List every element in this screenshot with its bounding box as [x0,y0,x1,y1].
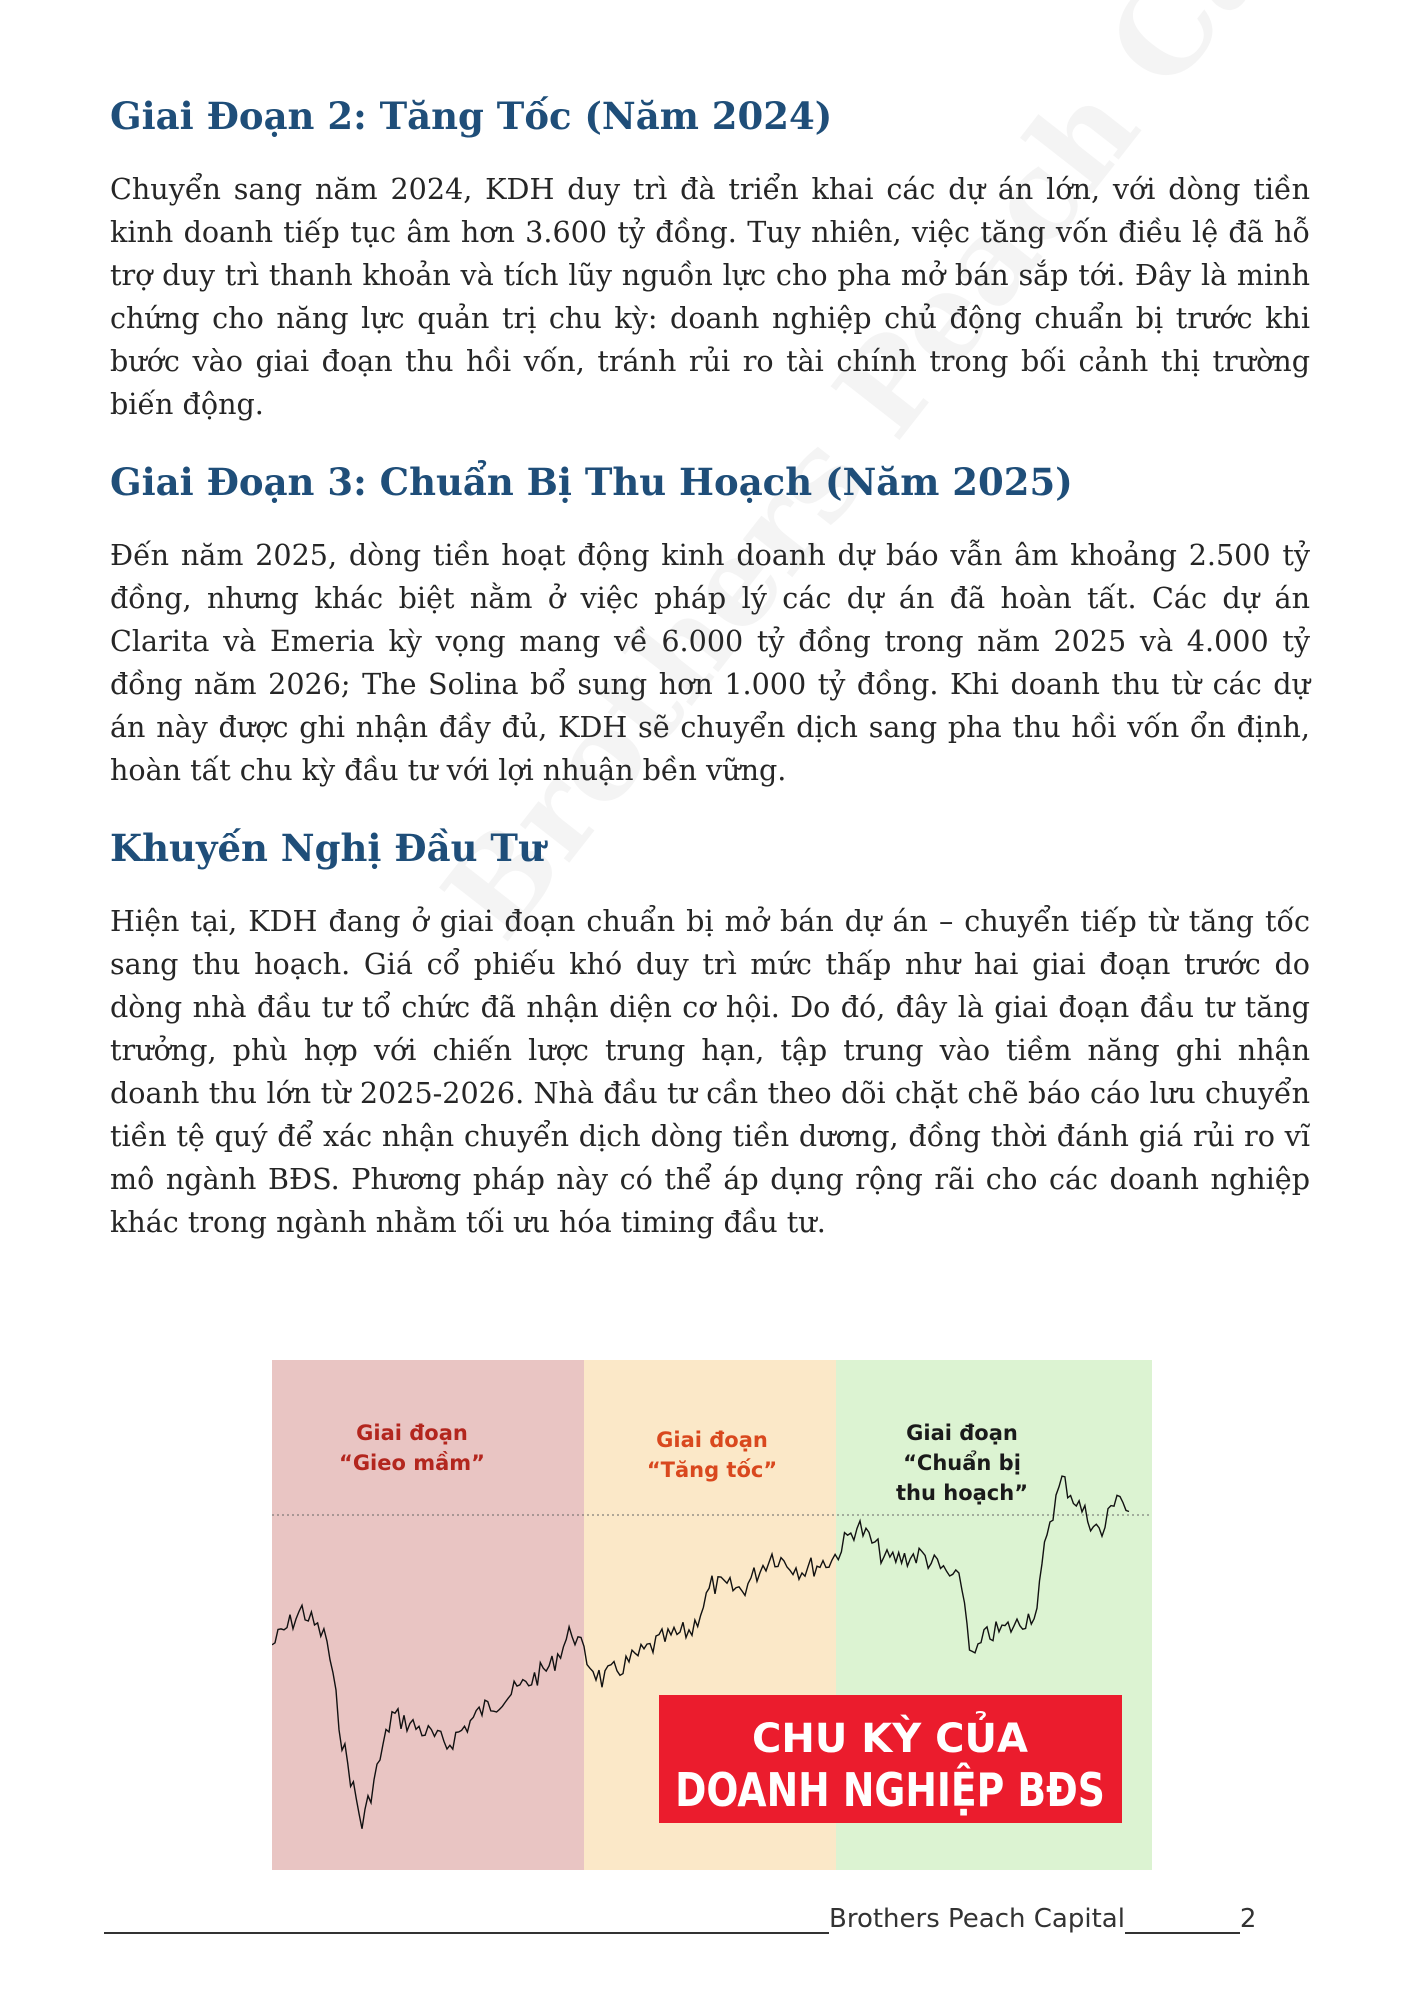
page-number: 2 [1239,1904,1257,1934]
page-footer [104,1904,1274,1934]
section-heading-stage-2: Giai Đoạn 2: Tăng Tốc (Năm 2024) [110,94,833,138]
phase-1-label-line1: Giai đoạn [356,1421,468,1445]
phase-2-label-line1: Giai đoạn [656,1428,768,1452]
section-heading-recommendation: Khuyến Nghị Đầu Tư [110,826,545,870]
document-body [110,80,1310,1244]
phase-2-label-line2: “Tăng tốc” [646,1458,778,1482]
banner-title-line2: DOANH NGHIỆP BĐS [675,1763,1105,1817]
section-paragraph-stage-2: Chuyển sang năm 2024, KDH duy trì đà triển khai các dự án lớn, với dòng tiền kinh doanh tiếp tục âm hơn 3.600 tỷ đồng. Tuy nhiên, việc tăng vốn điều lệ đã hỗ trợ duy trì thanh khoản và tích lũy nguồn lực cho pha mở bán sắp tới. Đây là minh chứng cho năng lực quản trị chu kỳ: doanh nghiệp chủ động chuẩn bị trước khi bước vào giai đoạn thu hồi vốn, tránh rủi ro tài chính trong bối cảnh thị trường biến động. [110,172,1310,421]
phase-3-label-line1: Giai đoạn [906,1421,1018,1445]
footer-company: Brothers Peach Capital [829,1904,1125,1934]
section-heading-stage-3: Giai Đoạn 3: Chuẩn Bị Thu Hoạch (Năm 2025) [110,460,1073,504]
banner-title-line1: CHU KỲ CỦA [752,1716,1028,1762]
phase-3-label-line2: “Chuẩn bị [903,1451,1021,1475]
phase-1-label-line2: “Gieo mầm” [339,1451,485,1475]
footer-rule-right [1125,1904,1240,1934]
section-paragraph-recommendation: Hiện tại, KDH đang ở giai đoạn chuẩn bị mở bán dự án – chuyển tiếp từ tăng tốc sang thu hoạch. Giá cổ phiếu khó duy trì mức thấp như hai giai đoạn trước do dòng nhà đầu tư tổ chức đã nhận diện cơ hội. Do đó, đây là giai đoạn đầu tư tăng trưởng, phù hợp với chiến lược trung hạn, tập trung vào tiềm năng ghi nhận doanh thu lớn từ 2025-2026. Nhà đầu tư cần theo dõi chặt chẽ báo cáo lưu chuyển tiền tệ quý để xác nhận chuyển dịch dòng tiền dương, đồng thời đánh giá rủi ro vĩ mô ngành BĐS. Phương pháp này có thể áp dụng rộng rãi cho các doanh nghiệp khác trong ngành nhằm tối ưu hóa timing đầu tư. [110,904,1310,1239]
phase-3-label-line3: thu hoạch” [896,1481,1028,1505]
cycle-illustration [272,1360,1152,1870]
footer-rule-left [104,1904,829,1934]
section-paragraph-stage-3: Đến năm 2025, dòng tiền hoạt động kinh doanh dự báo vẫn âm khoảng 2.500 tỷ đồng, nhưng khác biệt nằm ở việc pháp lý các dự án đã hoàn tất. Các dự án Clarita và Emeria kỳ vọng mang về 6.000 tỷ đồng trong năm 2025 và 4.000 tỷ đồng năm 2026; The Solina bổ sung hơn 1.000 tỷ đồng. Khi doanh thu từ các dự án này được ghi nhận đầy đủ, KDH sẽ chuyển dịch sang pha thu hồi vốn ổn định, hoàn tất chu kỳ đầu tư với lợi nhuận bền vững. [110,538,1310,787]
